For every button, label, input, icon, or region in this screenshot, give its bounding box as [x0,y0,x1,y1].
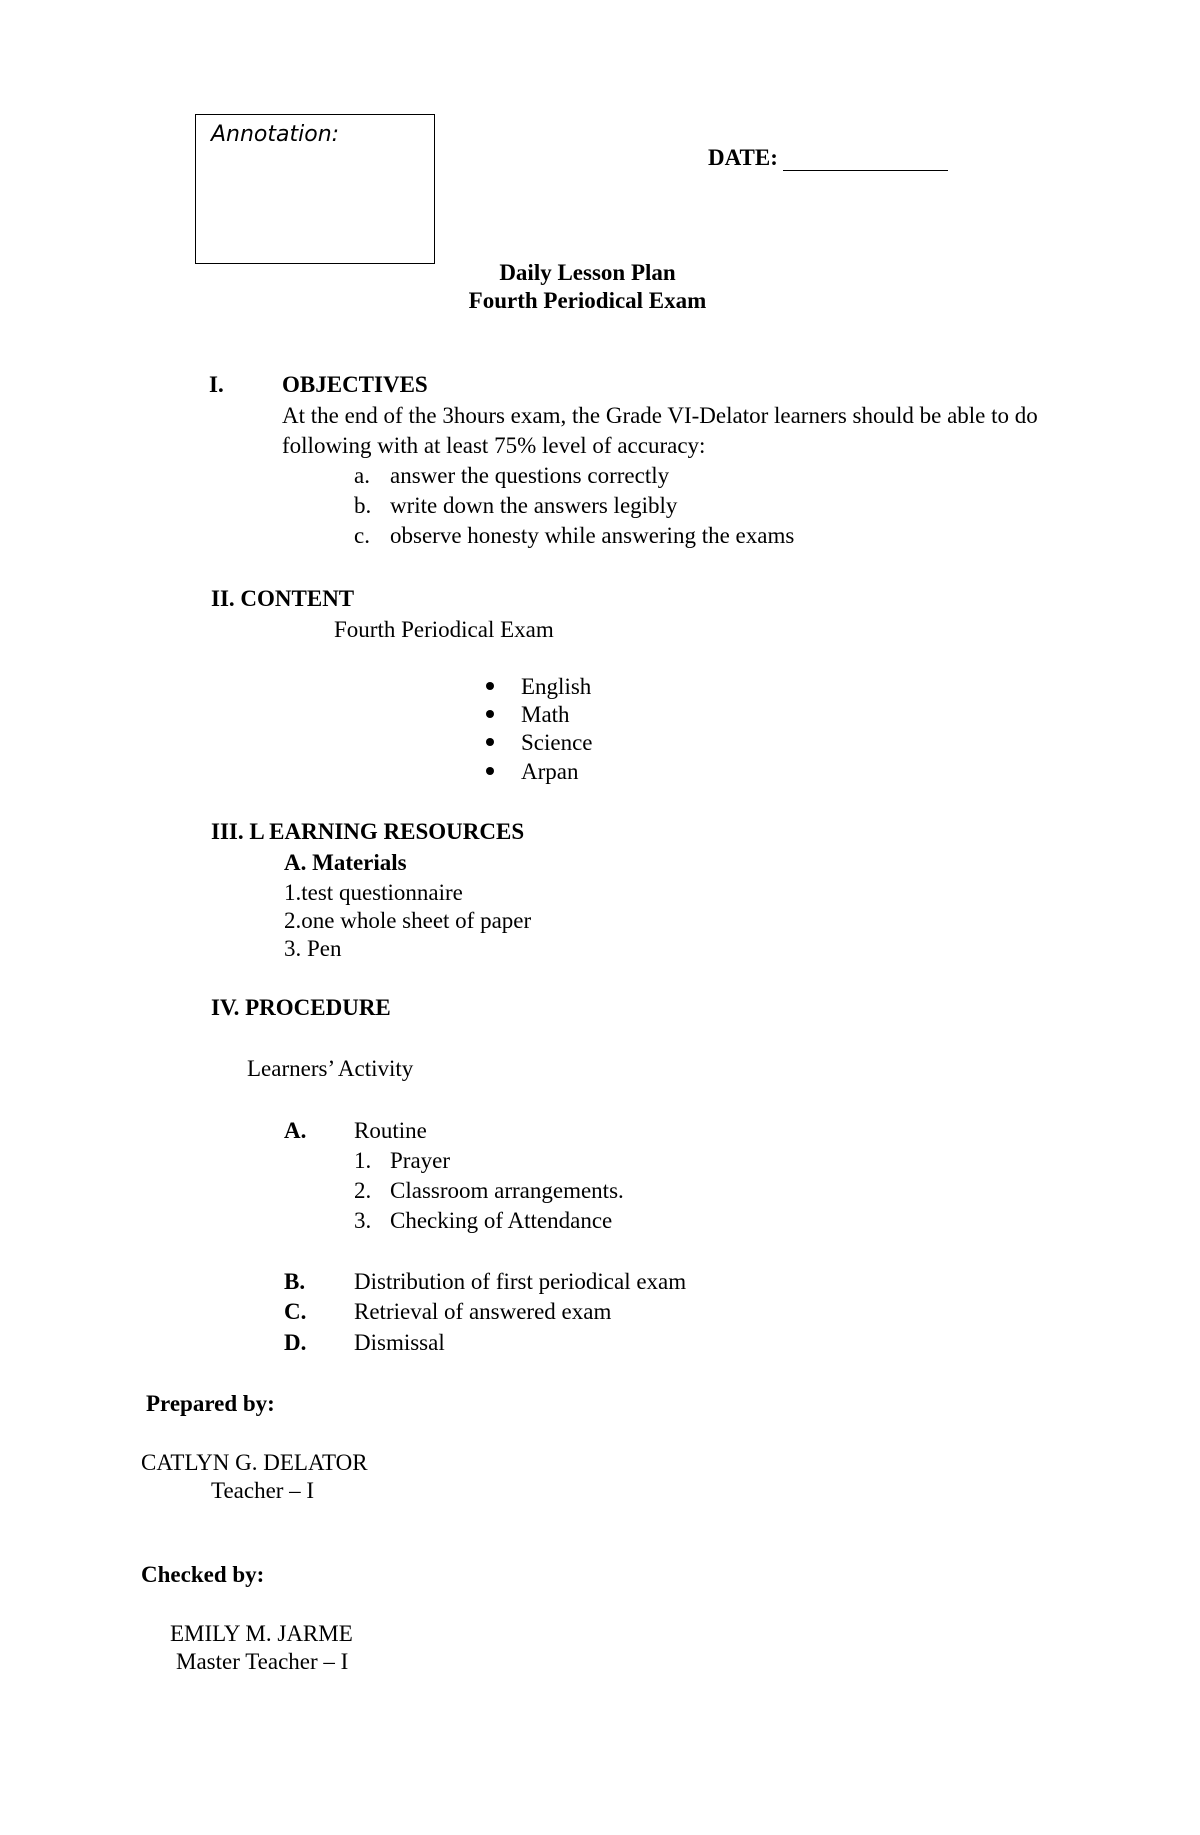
procedure-step: Retrieval of answered exam [354,1299,612,1324]
procedure-step: Distribution of first periodical exam [354,1269,687,1294]
bullet-icon [486,738,494,746]
prepared-by-name: CATLYN G. DELATOR [141,1450,368,1475]
subject-item: Math [521,702,570,727]
date-blank-line [783,170,948,171]
material-item: 3. Pen [284,936,342,961]
material-item: 1.test questionnaire [284,880,463,905]
subject-item: Science [521,730,593,755]
procedure-step: Dismissal [354,1330,445,1355]
objective-marker: b. [354,493,372,518]
content-subtitle: Fourth Periodical Exam [334,617,554,642]
procedure-step-marker: D. [284,1330,307,1355]
routine-marker: 2. [354,1178,372,1203]
checked-by-label: Checked by: [141,1562,265,1587]
document-subtitle: Fourth Periodical Exam [468,288,707,313]
objectives-number: I. [209,372,224,397]
objective-marker: c. [354,523,370,548]
procedure-step-marker: C. [284,1299,307,1324]
bullet-icon [486,710,494,718]
procedure-subtitle: Learners’ Activity [247,1056,414,1081]
objective-item: observe honesty while answering the exams [390,523,795,548]
routine-marker: 3. [354,1208,372,1233]
checked-by-title: Master Teacher – I [176,1649,349,1674]
objectives-intro-line1: At the end of the 3hours exam, the Grade VI-Delator learners should be able to do [282,403,1038,428]
routine-marker: 1. [354,1148,372,1173]
objectives-heading: OBJECTIVES [282,372,428,397]
document-title: Daily Lesson Plan [499,260,676,285]
checked-by-name: EMILY M. JARME [170,1621,353,1646]
routine-item: Checking of Attendance [390,1208,613,1233]
objective-item: answer the questions correctly [390,463,670,488]
subject-item: Arpan [521,759,579,784]
resources-heading: III. L EARNING RESOURCES [211,819,525,844]
routine-item: Classroom arrangements. [390,1178,624,1203]
objective-marker: a. [354,463,370,488]
content-heading: II. CONTENT [211,586,355,611]
bullet-icon [486,767,494,775]
procedure-step-marker: B. [284,1269,306,1294]
objectives-intro-line2: following with at least 75% level of accuracy: [282,433,706,458]
procedure-step: Routine [354,1118,427,1143]
materials-subheading: A. Materials [284,850,407,875]
material-item: 2.one whole sheet of paper [284,908,532,933]
prepared-by-label: Prepared by: [146,1391,275,1416]
bullet-icon [486,682,494,690]
procedure-heading: IV. PROCEDURE [211,995,391,1020]
objective-item: write down the answers legibly [390,493,678,518]
routine-item: Prayer [390,1148,451,1173]
date-label: DATE: [708,145,778,170]
annotation-label: Annotation: [211,122,340,147]
subject-item: English [521,674,592,699]
procedure-step-marker: A. [284,1118,307,1143]
prepared-by-title: Teacher – I [211,1478,315,1503]
